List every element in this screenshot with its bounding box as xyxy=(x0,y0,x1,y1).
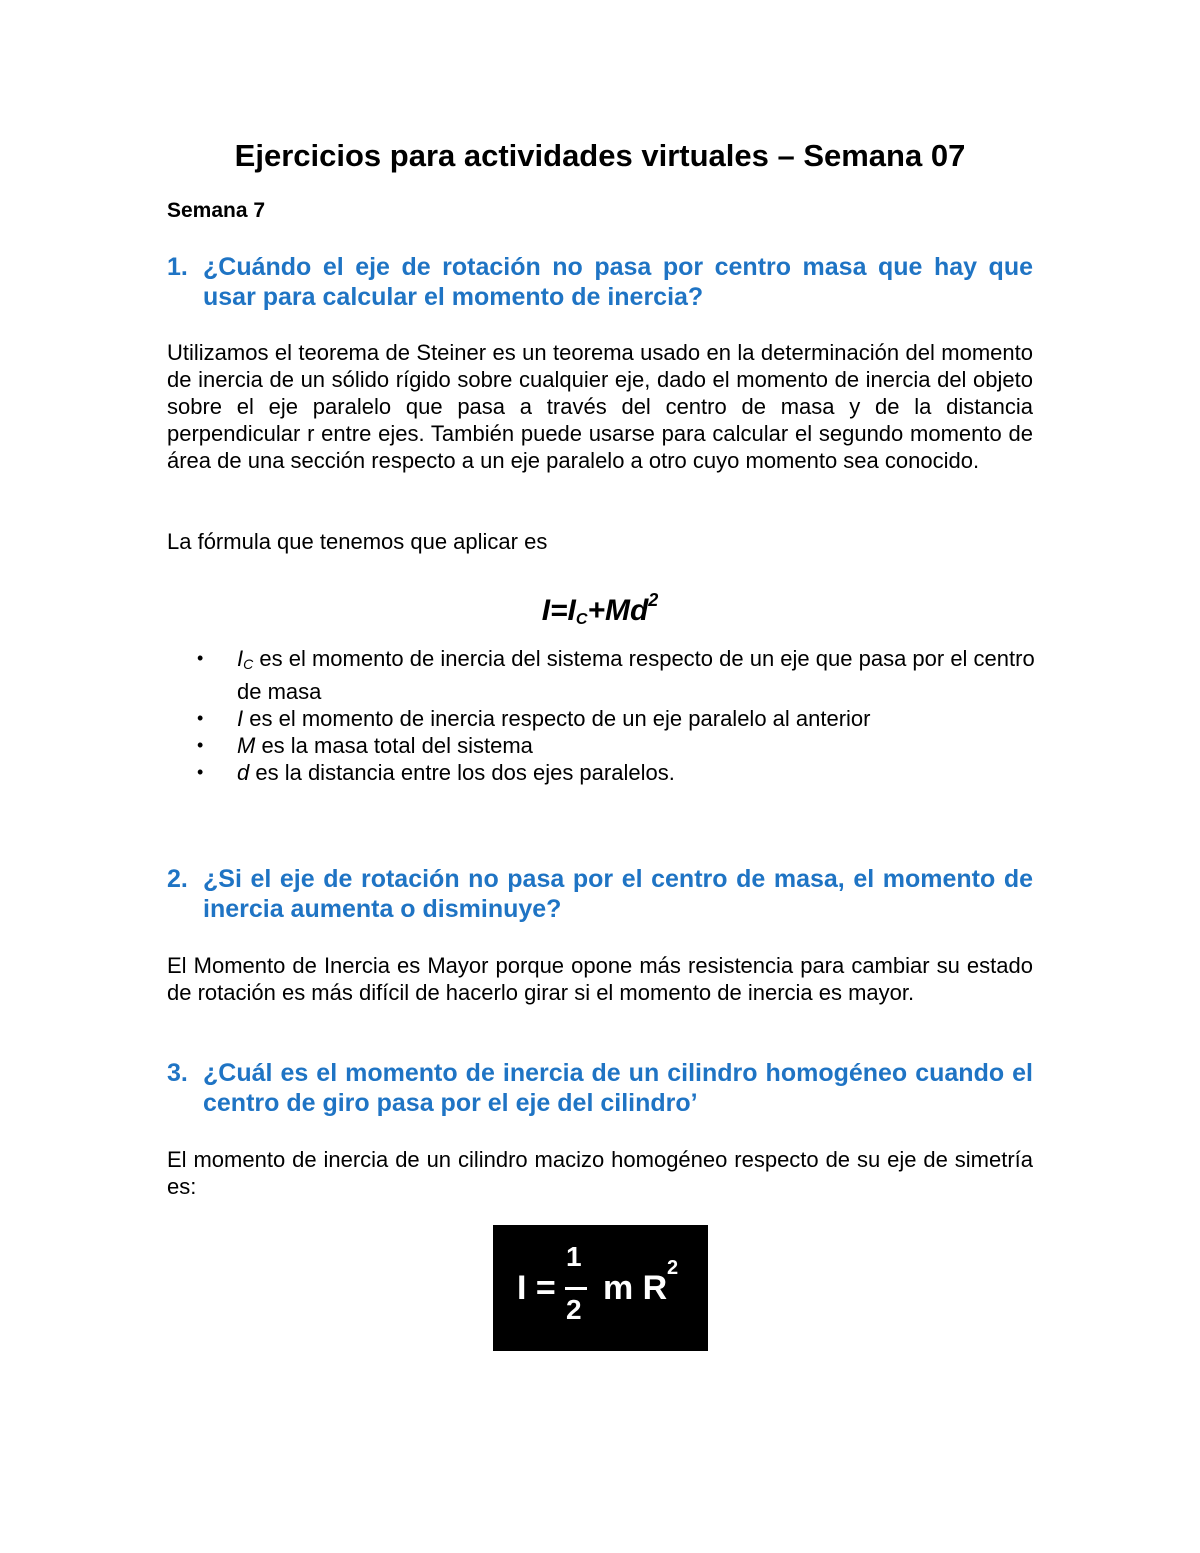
question-2-text: ¿Si el eje de rotación no pasa por el centro de masa, el momento de inercia aumenta o disminuye? xyxy=(203,865,1033,923)
formula-numerator: 1 xyxy=(566,1241,582,1272)
question-1 xyxy=(167,252,1033,312)
answer-3-paragraph: El momento de inercia de un cilindro macizo homogéneo respecto de su eje de simetría es: xyxy=(167,1147,1033,1199)
question-3-number: 3. xyxy=(167,1059,188,1087)
answer-2-paragraph: El Momento de Inercia es Mayor porque opone más resistencia para cambiar su estado de rotación es más difícil de hacerlo girar si el momento de inercia es mayor. xyxy=(167,953,1033,1005)
question-3-text: ¿Cuál es el momento de inercia de un cilindro homogéneo cuando el centro de giro pasa por el eje del cilindro’ xyxy=(203,1059,1033,1117)
definitions-list xyxy=(197,645,1037,786)
formula-lhs: I = xyxy=(517,1269,556,1307)
formula-rhs: m R xyxy=(603,1269,668,1307)
fraction-bar xyxy=(565,1287,587,1290)
list-item: • d es la distancia entre los dos ejes paralelos. xyxy=(197,760,675,785)
document-subtitle: Semana 7 xyxy=(167,199,266,222)
steiner-formula: $I=I_C+Md^2$ xyxy=(541,590,659,628)
question-3 xyxy=(167,1058,1033,1118)
document-title: Ejercicios para actividades virtuales – Semana 07 xyxy=(234,138,966,173)
cylinder-formula-image xyxy=(493,1225,708,1351)
question-1-number: 1. xyxy=(167,253,188,281)
list-item: • $I_C$ es el momento de inercia del sistema respecto de un eje que pasa por el centro de masa xyxy=(197,646,1035,704)
question-1-text: ¿Cuándo el eje de rotación no pasa por centro masa que hay que usar para calcular el momento de inercia? xyxy=(203,253,1033,311)
list-item: • M es la masa total del sistema xyxy=(197,733,533,758)
question-2 xyxy=(167,864,1033,924)
formula-exponent: 2 xyxy=(667,1257,679,1279)
list-item: • I es el momento de inercia respecto de un eje paralelo al anterior xyxy=(197,706,871,731)
question-2-number: 2. xyxy=(167,865,188,893)
formula-denominator: 2 xyxy=(566,1294,582,1325)
answer-1-paragraph: Utilizamos el teorema de Steiner es un teorema usado en la determinación del momento de inercia de un sólido rígido sobre cualquier eje, dado el momento de inercia del objeto sobre el eje paralelo que pasa a través del centro de masa y de la distancia perpendicular r entre ejes. También puede usarse para calcular el segundo momento de área de una sección respecto a un eje paralelo a otro cuyo momento sea conocido. xyxy=(167,340,1033,473)
formula-intro: La fórmula que tenemos que aplicar es xyxy=(167,529,548,554)
